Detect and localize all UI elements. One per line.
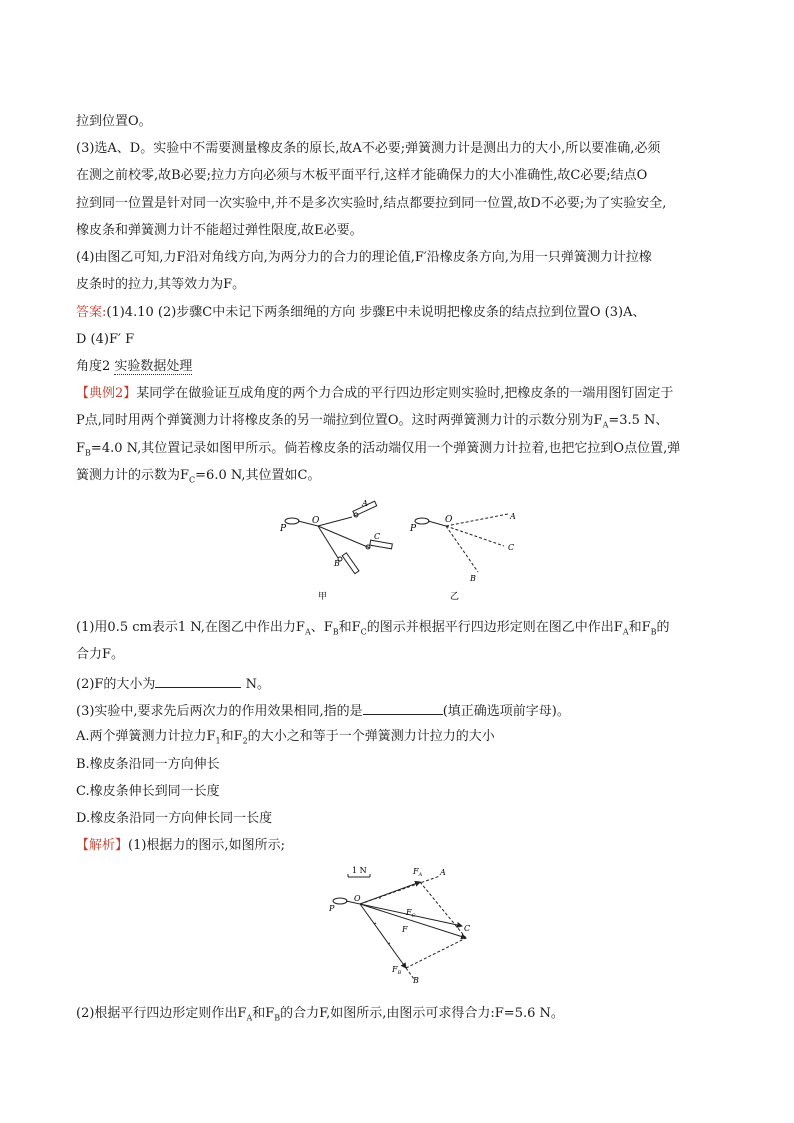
sol-label-FB: $F_B$ — [392, 965, 402, 976]
question-1: (1)用0.5 cm表示1 N,在图乙中作出力$F_A$、$F_B$和$F_C$的图示并根据平行四边形定则在图乙中作出$F_A$和$F_B$的 — [76, 620, 670, 637]
sol-label-FC: $F_C$ — [406, 908, 416, 919]
jia-label-C: C — [374, 532, 381, 541]
text-line: 皮条时的拉力,其等效力为F。 — [76, 277, 246, 292]
text-line: 橡皮条和弹簧测力计不能超过弹性限度,故E必要。 — [76, 223, 363, 238]
text-line: P点,同时用两个弹簧测力计将橡皮条的另一端拉到位置O。这时两弹簧测力计的示数分别为$F_A=3.5$ N、 — [76, 413, 669, 430]
text-line: (2)根据平行四边形定则作出$F_A$和$F_B$的合力F,如图所示,由图示可求得合力:F=5.6 N。 — [76, 1006, 564, 1023]
text-line: D (4)F′ F — [76, 332, 135, 347]
yi-label-O: O — [445, 515, 453, 525]
yi-label-P: P — [410, 524, 417, 534]
sol-label-A: A — [440, 868, 446, 877]
text-line: 在测之前校零,故B必要;拉力方向必须与木板平面平行,这样才能确保力的大小准确性,故C必要;结点O — [76, 168, 648, 183]
jia-label-O: O — [312, 516, 320, 526]
text-line: (4)由图乙可知,力F沿对角线方向,为两分力的合力的理论值,F′沿橡皮条方向,为用一只弹簧测力计拉橡 — [76, 250, 652, 265]
figure-yi — [415, 514, 508, 572]
yi-label-C: C — [508, 543, 515, 552]
jia-caption: 甲 — [318, 592, 328, 602]
analysis-line: 【解析】(1)根据力的图示,如图所示; — [76, 838, 285, 853]
yi-label-A: A — [510, 512, 516, 521]
jia-label-A: A — [362, 499, 368, 508]
option-c: C.橡皮条伸长到同一长度 — [76, 784, 220, 799]
text-line: 拉到同一位置是针对同一次实验中,并不是多次实验时,结点都要拉到同一位置,故D不必要;为了实验安全, — [76, 196, 667, 211]
yi-caption: 乙 — [450, 592, 460, 602]
figure-jia-yi — [270, 495, 540, 605]
sol-label-FA: $F_A$ — [413, 867, 423, 878]
figure-solution — [322, 862, 492, 990]
sol-label-B: B — [413, 976, 419, 985]
sol-label-O: O — [354, 894, 361, 903]
text-line: 合力F。 — [76, 647, 125, 662]
sol-label-F: F — [402, 925, 408, 934]
question-2: (2)F的大小为 N。 — [76, 674, 726, 694]
analysis-label: 【解析】 — [76, 838, 129, 853]
text-line: 簧测力计的示数为$F_C=6.0$ N,其位置如C。 — [76, 468, 321, 485]
answer-blank[interactable] — [363, 701, 443, 715]
yi-label-B: B — [470, 574, 476, 583]
text-line: 拉到位置O。 — [76, 114, 152, 129]
example-line: 【典例2】某同学在做验证互成角度的两个力合成的平行四边形定则实验时,把橡皮条的一端用图钉固定于 — [76, 386, 674, 401]
example-label: 【典例2】 — [76, 386, 137, 401]
text-line: $F_B=4.0$ N,其位置记录如图甲所示。倘若橡皮条的活动端仅用一个弹簧测力计拉着,也把它拉到O点位置,弹 — [76, 441, 681, 458]
section-heading: 角度2 实验数据处理 — [76, 359, 193, 374]
question-3: (3)实验中,要求先后两次力的作用效果相同,指的是 (填正确选项前字母)。 — [76, 701, 726, 721]
sol-label-P: P — [329, 904, 335, 913]
jia-label-B: B — [334, 559, 340, 568]
answer-label: 答案: — [76, 305, 107, 320]
sol-label-C: C — [464, 924, 471, 933]
text-line: (3)选A、D。实验中不需要测量橡皮条的原长,故A不必要;弹簧测力计是测出力的大小,所以要准确,必须 — [76, 141, 661, 156]
answer-blank[interactable] — [155, 674, 241, 688]
option-a: A.两个弹簧测力计拉力$F_1$和$F_2$的大小之和等于一个弹簧测力计拉力的大小 — [76, 729, 495, 746]
scale-label: 1 N — [352, 866, 367, 875]
answer-line: 答案:(1)4.10 (2)步骤C中未记下两条细绳的方向 步骤E中未说明把橡皮条的结点拉到位置O (3)A、 — [76, 305, 646, 320]
jia-label-P: P — [280, 524, 287, 534]
option-b: B.橡皮条沿同一方向伸长 — [76, 757, 220, 772]
option-d: D.橡皮条沿同一方向伸长同一长度 — [76, 811, 273, 826]
